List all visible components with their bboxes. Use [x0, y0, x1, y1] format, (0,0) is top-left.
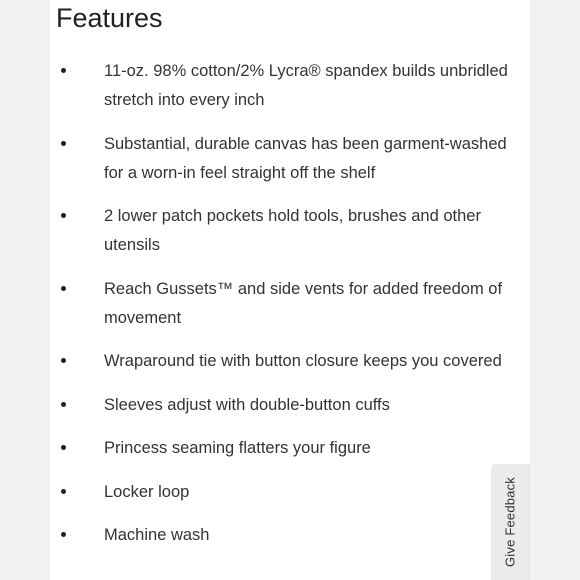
bullet-icon — [61, 402, 66, 407]
features-panel — [50, 0, 530, 580]
feature-text: Wraparound tie with button closure keeps you covered — [104, 352, 502, 370]
feature-text: Locker loop — [104, 482, 190, 501]
list-item — [50, 202, 530, 260]
bullet-icon — [61, 141, 66, 146]
feature-text: 2 lower patch pockets hold tools, brushes and other utensils — [104, 207, 481, 254]
give-feedback-button[interactable] — [491, 464, 530, 580]
list-item — [50, 130, 530, 188]
list-item — [50, 347, 530, 376]
list-item — [50, 391, 530, 420]
feature-text: Machine wash — [104, 526, 210, 544]
give-feedback-label: Give Feedback — [502, 476, 518, 568]
bullet-icon — [61, 286, 66, 291]
features-list — [50, 57, 530, 568]
feature-text: 11-oz. 98% cotton/2% Lycra® spandex builds unbridled stretch into every inch — [104, 62, 508, 109]
list-item — [50, 521, 530, 550]
feature-text: Sleeves adjust with double-button cuffs — [104, 395, 390, 414]
list-item — [50, 434, 530, 463]
bullet-icon — [61, 445, 66, 450]
list-item — [50, 275, 530, 333]
features-heading: Features — [56, 3, 163, 33]
bullet-icon — [61, 68, 66, 73]
feature-text: Substantial, durable canvas has been garment-washed for a worn-in feel straight off the shelf — [104, 134, 507, 182]
bullet-icon — [61, 489, 66, 494]
bullet-icon — [61, 213, 66, 218]
bullet-icon — [61, 532, 66, 537]
list-item — [50, 478, 530, 507]
feature-text: Princess seaming flatters your figure — [104, 439, 371, 457]
bullet-icon — [61, 358, 66, 363]
feature-text: Reach Gussets™ and side vents for added freedom of movement — [104, 279, 503, 327]
list-item — [50, 57, 530, 115]
